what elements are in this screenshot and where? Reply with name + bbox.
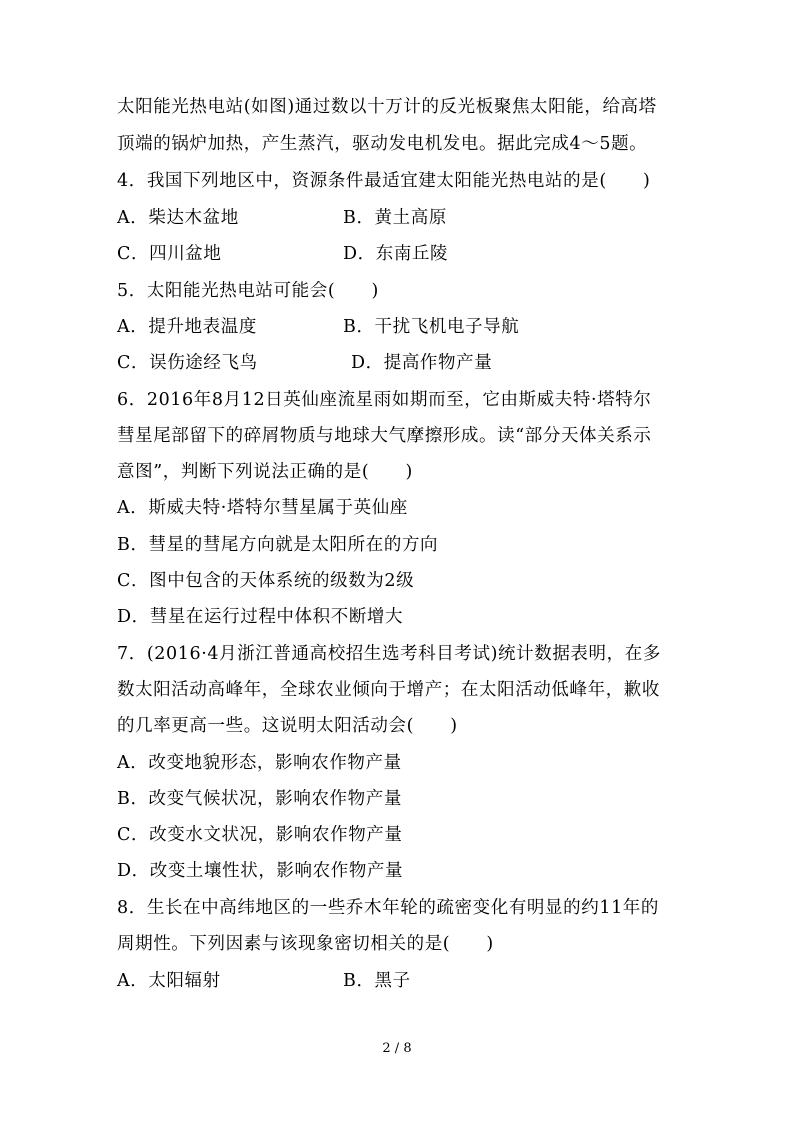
question-8-stem-line-2: 周期性。下列因素与该现象密切相关的是( ) [117, 934, 494, 954]
question-7-stem-line-1: 7．(2016·4月浙江普通高校招生选考科目考试)统计数据表明，在多 [117, 644, 661, 664]
question-7-option-d: D．改变土壤性状，影响农作物产量 [117, 861, 404, 881]
question-7-option-c: C．改变水文状况，影响农作物产量 [117, 825, 403, 845]
question-6-stem-line-3: 意图”，判断下列说法正确的是( ) [117, 462, 413, 482]
intro-line-1: 太阳能光热电站(如图)通过数以十万计的反光板聚焦太阳能，给高塔 [117, 97, 657, 117]
question-5-option-c: C．误伤途经飞鸟 [117, 353, 258, 373]
question-7-stem-line-3: 的几率更高一些。这说明太阳活动会( ) [117, 716, 458, 736]
question-5-option-a: A．提升地表温度 [117, 317, 257, 337]
intro-line-2: 顶端的锅炉加热，产生蒸汽，驱动发电机发电。据此完成4～5题。 [117, 134, 648, 154]
question-6-option-b: B．彗星的彗尾方向就是太阳所在的方向 [117, 535, 439, 555]
question-6-option-a: A．斯威夫特·塔特尔彗星属于英仙座 [117, 498, 408, 518]
question-4-stem: 4．我国下列地区中，资源条件最适宜建太阳能光热电站的是( ) [117, 171, 651, 191]
question-5-option-d: D．提高作物产量 [351, 353, 493, 373]
question-6-stem-line-1: 6．2016年8月12日英仙座流星雨如期而至，它由斯威夫特·塔特尔 [117, 390, 652, 410]
question-8-stem-line-1: 8．生长在中高纬地区的一些乔木年轮的疏密变化有明显的约11年的 [117, 898, 659, 918]
question-4-option-a: A．柴达木盆地 [117, 208, 239, 228]
question-5-stem: 5．太阳能光热电站可能会( ) [117, 281, 379, 301]
question-8-option-b: B．黑子 [343, 971, 411, 991]
question-8-option-a: A．太阳辐射 [117, 971, 221, 991]
question-6-option-d: D．彗星在运行过程中体积不断增大 [117, 607, 404, 627]
question-4-option-d: D．东南丘陵 [343, 244, 449, 264]
question-6-stem-line-2: 彗星尾部留下的碎屑物质与地球大气摩擦形成。读“部分天体关系示 [117, 426, 652, 446]
question-7-option-b: B．改变气候状况，影响农作物产量 [117, 789, 402, 809]
question-6-option-c: C．图中包含的天体系统的级数为2级 [117, 571, 415, 591]
page-number: 2 / 8 [382, 1041, 412, 1056]
question-7-option-a: A．改变地貌形态，影响农作物产量 [117, 753, 402, 773]
question-4-option-c: C．四川盆地 [117, 244, 222, 264]
question-5-option-b: B．干扰飞机电子导航 [343, 317, 520, 337]
question-7-stem-line-2: 数太阳活动高峰年，全球农业倾向于增产；在太阳活动低峰年，歉收 [117, 680, 660, 700]
question-4-option-b: B．黄土高原 [343, 208, 447, 228]
